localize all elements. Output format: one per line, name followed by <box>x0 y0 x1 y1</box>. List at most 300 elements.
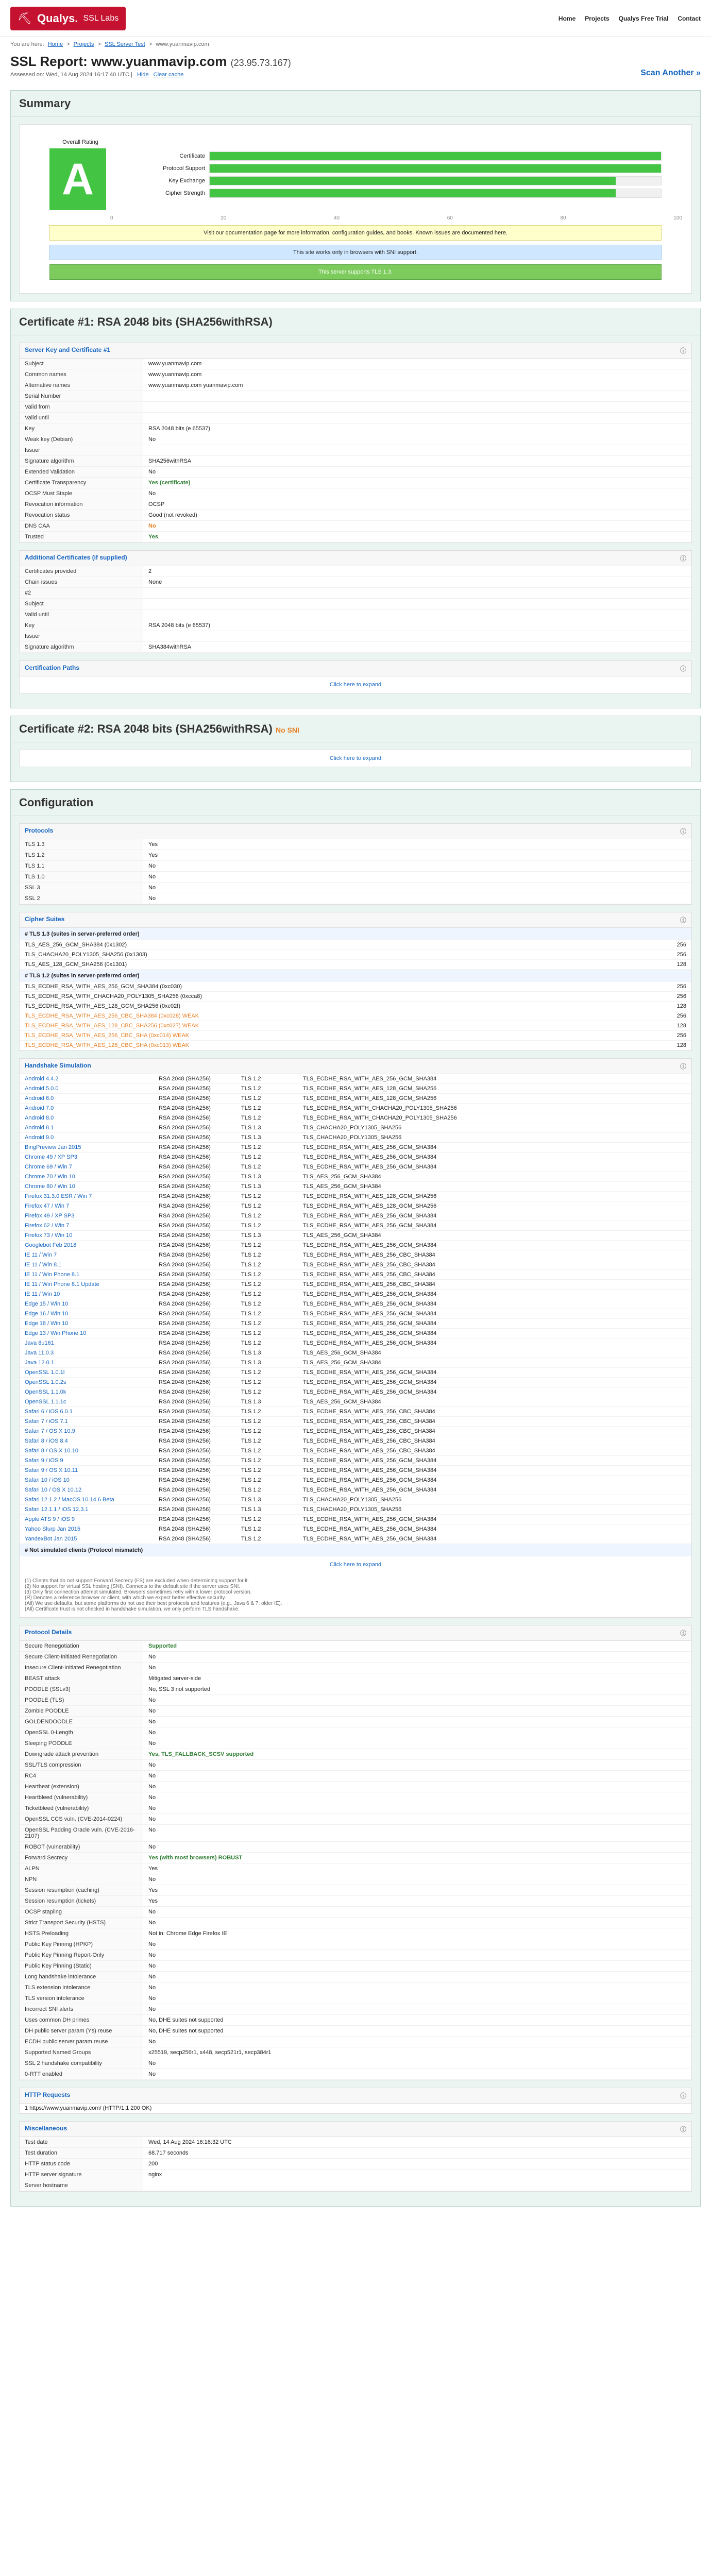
no-sni-badge: No SNI <box>276 726 299 734</box>
handshake-client[interactable]: OpenSSL 1.0.1l <box>25 1369 65 1376</box>
cipher-suites-box <box>19 912 692 1051</box>
handshake-client[interactable]: Android 4.4.2 <box>25 1076 59 1082</box>
certificate-2-title-text: Certificate #2: RSA 2048 bits (SHA256withRSA) <box>19 722 273 735</box>
protocol-detail-row <box>20 1950 691 1961</box>
handshake-suite: TLS_CHACHA20_POLY1305_SHA256 <box>303 1134 402 1141</box>
cert-row-value <box>143 402 691 413</box>
axis-tick: 80 <box>560 215 566 221</box>
handshake-protocol: TLS 1.2 <box>241 1448 261 1454</box>
additional-certs-box <box>19 550 692 653</box>
protocol-detail-row <box>20 1972 691 1982</box>
protocol-row-key: TLS 1.3 <box>20 839 143 850</box>
handshake-suite: TLS_ECDHE_RSA_WITH_AES_128_GCM_SHA256 <box>303 1086 437 1092</box>
protocol-row <box>20 883 691 893</box>
certificate-2-title <box>11 716 700 742</box>
handshake-client[interactable]: Edge 15 / Win 10 <box>25 1301 69 1307</box>
handshake-protocol: TLS 1.2 <box>241 1076 261 1082</box>
misc-row-value: 68.717 seconds <box>143 2148 691 2159</box>
protocol-detail-row <box>20 1695 691 1706</box>
handshake-client[interactable]: Safari 12.1.1 / iOS 12.3.1 <box>25 1506 89 1513</box>
handshake-key: RSA 2048 (SHA256) <box>159 1164 211 1170</box>
expand-not-simulated[interactable]: Click here to expand <box>329 1562 382 1568</box>
handshake-row <box>20 1495 691 1505</box>
cipher-suite-row <box>20 940 691 950</box>
misc-row-value: Wed, 14 Aug 2024 16:16:32 UTC <box>143 2137 691 2148</box>
cert-row-key: OCSP Must Staple <box>20 488 143 499</box>
handshake-row <box>20 1358 691 1368</box>
page-title <box>10 54 291 70</box>
handshake-box <box>19 1058 692 1618</box>
http-requests-box <box>19 2088 692 2114</box>
additional-certs-header[interactable] <box>20 551 691 566</box>
clear-cache-link[interactable]: Clear cache <box>153 72 184 78</box>
configuration-title: Configuration <box>11 790 700 816</box>
rating-bar-label: Protocol Support <box>163 165 205 172</box>
protocol-detail-row-key: Long handshake intolerance <box>20 1972 143 1982</box>
cipher-group-tls12[interactable]: # TLS 1.2 (suites in server-preferred order) <box>20 970 691 982</box>
rating-row <box>29 134 682 215</box>
handshake-suite: TLS_ECDHE_RSA_WITH_AES_256_GCM_SHA384 <box>303 1467 437 1473</box>
protocol-detail-row-key: SSL 2 handshake compatibility <box>20 2058 143 2069</box>
handshake-row <box>20 1329 691 1338</box>
handshake-client[interactable]: IE 11 / Win 7 <box>25 1252 57 1258</box>
protocol-detail-row <box>20 1749 691 1760</box>
handshake-client[interactable]: Firefox 73 / Win 10 <box>25 1232 73 1239</box>
handshake-client[interactable]: Android 6.0 <box>25 1095 54 1101</box>
protocol-detail-row-key: OpenSSL Padding Oracle vuln. (CVE-2016-2107) <box>20 1825 143 1842</box>
protocol-detail-row-value: Yes <box>143 1885 691 1896</box>
protocol-detail-row <box>20 1863 691 1874</box>
additional-cert-row <box>20 609 691 620</box>
protocol-detail-row <box>20 1803 691 1814</box>
handshake-protocol: TLS 1.3 <box>241 1350 261 1356</box>
handshake-row <box>20 1153 691 1162</box>
cipher-suite-row <box>20 1041 691 1050</box>
rating-bar-row <box>132 176 662 185</box>
handshake-key: RSA 2048 (SHA256) <box>159 1379 211 1385</box>
cert-row-key: Revocation status <box>20 510 143 521</box>
protocol-detail-row-value: No <box>143 1663 691 1673</box>
handshake-client[interactable]: Android 5.0.0 <box>25 1086 59 1092</box>
protocol-detail-row-key: 0-RTT enabled <box>20 2069 143 2080</box>
handshake-client[interactable]: OpenSSL 1.0.2s <box>25 1379 66 1385</box>
handshake-row <box>20 1084 691 1094</box>
protocol-detail-row-value: No <box>143 1782 691 1792</box>
misc-row-value: 200 <box>143 2159 691 2170</box>
handshake-client[interactable]: Safari 9 / OS X 10.11 <box>25 1467 78 1473</box>
protocol-detail-row-key: RC4 <box>20 1771 143 1782</box>
handshake-client[interactable]: IE 11 / Win 10 <box>25 1291 60 1297</box>
protocol-detail-row-value: No, DHE suites not supported <box>143 2026 691 2037</box>
cipher-list-tls13 <box>20 940 691 970</box>
handshake-client[interactable]: Yahoo Slurp Jan 2015 <box>25 1526 81 1532</box>
handshake-client[interactable]: YandexBot Jan 2015 <box>25 1536 77 1542</box>
protocol-detail-row-key: NPN <box>20 1874 143 1885</box>
axis-tick: 40 <box>333 215 340 221</box>
handshake-client[interactable]: IE 11 / Win Phone 8.1 <box>25 1272 80 1278</box>
breadcrumb-prefix: You are here: <box>10 41 44 47</box>
handshake-client[interactable]: Apple ATS 9 / iOS 9 <box>25 1516 75 1522</box>
server-key-box <box>19 343 692 543</box>
cert-row-value: No <box>143 434 691 445</box>
handshake-row <box>20 1123 691 1133</box>
protocols-table <box>20 839 691 904</box>
protocol-detail-row <box>20 2026 691 2037</box>
protocol-detail-row-value: No <box>143 1825 691 1842</box>
handshake-suite: TLS_ECDHE_RSA_WITH_AES_256_GCM_SHA384 <box>303 1223 437 1229</box>
cipher-suite-name: TLS_ECDHE_RSA_WITH_AES_128_CBC_SHA256 (0xc027) WEAK <box>25 1023 199 1029</box>
cert2-box <box>19 750 692 767</box>
breadcrumb-home[interactable]: Home <box>47 41 63 47</box>
protocol-detail-row-value: No <box>143 2037 691 2047</box>
cipher-suite-name: TLS_ECDHE_RSA_WITH_AES_256_GCM_SHA384 (0xc030) <box>25 984 182 990</box>
cert-row <box>20 467 691 478</box>
handshake-client[interactable]: Chrome 69 / Win 7 <box>25 1164 72 1170</box>
handshake-client[interactable]: Java 8u161 <box>25 1340 54 1346</box>
handshake-key: RSA 2048 (SHA256) <box>159 1095 211 1101</box>
report-title-text: SSL Report: www.yuanmavip.com <box>10 54 227 69</box>
server-key-header[interactable] <box>20 343 691 359</box>
handshake-protocol: TLS 1.2 <box>241 1193 261 1199</box>
protocol-detail-row-key: Public Key Pinning (HPKP) <box>20 1939 143 1950</box>
handshake-client[interactable]: BingPreview Jan 2015 <box>25 1144 81 1150</box>
cert-row-key: Key <box>20 423 143 434</box>
protocol-detail-row <box>20 1993 691 2004</box>
protocol-detail-row <box>20 1918 691 1928</box>
handshake-key: RSA 2048 (SHA256) <box>159 1477 211 1483</box>
handshake-row <box>20 1407 691 1417</box>
not-simulated-group[interactable]: # Not simulated clients (Protocol mismatch) <box>20 1544 691 1556</box>
handshake-protocol: TLS 1.3 <box>241 1399 261 1405</box>
cipher-suites-label: Cipher Suites <box>25 916 65 923</box>
handshake-client[interactable]: Java 12.0.1 <box>25 1360 54 1366</box>
cipher-suite-name: TLS_CHACHA20_POLY1305_SHA256 (0x1303) <box>25 952 147 958</box>
assessed-date: Assessed on: Wed, 14 Aug 2024 16:17:40 UTC | <box>10 72 132 78</box>
handshake-client[interactable]: Edge 16 / Win 10 <box>25 1311 69 1317</box>
misc-label: Miscellaneous <box>25 2125 67 2132</box>
protocol-detail-row-key: SSL/TLS compression <box>20 1760 143 1771</box>
protocol-detail-row <box>20 1928 691 1939</box>
handshake-key: RSA 2048 (SHA256) <box>159 1252 211 1258</box>
handshake-key: RSA 2048 (SHA256) <box>159 1144 211 1150</box>
handshake-key: RSA 2048 (SHA256) <box>159 1203 211 1209</box>
handshake-suite: TLS_ECDHE_RSA_WITH_AES_256_GCM_SHA384 <box>303 1477 437 1483</box>
handshake-key: RSA 2048 (SHA256) <box>159 1105 211 1111</box>
cert-row <box>20 445 691 456</box>
protocol-detail-row-value: Yes <box>143 1896 691 1907</box>
handshake-client[interactable]: Edge 13 / Win Phone 10 <box>25 1330 87 1336</box>
breadcrumb-ssl-test[interactable]: SSL Server Test <box>104 41 145 47</box>
handshake-protocol: TLS 1.2 <box>241 1272 261 1278</box>
handshake-protocol: TLS 1.2 <box>241 1487 261 1493</box>
handshake-row <box>20 1182 691 1192</box>
protocol-detail-row <box>20 2047 691 2058</box>
handshake-protocol: TLS 1.2 <box>241 1526 261 1532</box>
protocol-detail-row-value: No <box>143 1727 691 1738</box>
handshake-client[interactable]: Safari 10 / OS X 10.12 <box>25 1487 82 1493</box>
handshake-client[interactable]: IE 11 / Win 8.1 <box>25 1262 62 1268</box>
protocol-detail-row-value: No <box>143 1760 691 1771</box>
protocol-detail-row-key: HSTS Preloading <box>20 1928 143 1939</box>
additional-cert-row <box>20 599 691 609</box>
protocol-row-value: No <box>143 861 691 872</box>
scan-another-link[interactable]: Scan Another » <box>640 69 701 77</box>
rating-bar-row <box>132 164 662 173</box>
handshake-client[interactable]: OpenSSL 1.1.1c <box>25 1399 66 1405</box>
grade-badge: A <box>49 148 106 210</box>
handshake-key: RSA 2048 (SHA256) <box>159 1526 211 1532</box>
protocol-detail-row-key: BEAST attack <box>20 1673 143 1684</box>
http-requests-header[interactable] <box>20 2088 691 2104</box>
handshake-protocol: TLS 1.2 <box>241 1086 261 1092</box>
handshake-suite: TLS_ECDHE_RSA_WITH_AES_256_CBC_SHA384 <box>303 1272 435 1278</box>
protocol-detail-row-value: No <box>143 1771 691 1782</box>
protocol-row-key: TLS 1.2 <box>20 850 143 861</box>
cipher-suite-name: TLS_AES_128_GCM_SHA256 (0x1301) <box>25 961 127 968</box>
cipher-suite-name: TLS_ECDHE_RSA_WITH_AES_256_CBC_SHA (0xc014) WEAK <box>25 1032 190 1039</box>
handshake-client[interactable]: Safari 8 / OS X 10.10 <box>25 1448 78 1454</box>
server-key-label: Server Key and Certificate #1 <box>25 346 111 353</box>
protocol-row-value: No <box>143 872 691 883</box>
handshake-client[interactable]: Android 7.0 <box>25 1105 54 1111</box>
handshake-suite: TLS_ECDHE_RSA_WITH_AES_256_GCM_SHA384 <box>303 1330 437 1336</box>
protocol-row-key: SSL 3 <box>20 883 143 893</box>
handshake-suite: TLS_ECDHE_RSA_WITH_AES_256_GCM_SHA384 <box>303 1242 437 1248</box>
rating-bar-track <box>209 176 662 185</box>
cert-row-value: RSA 2048 bits (e 65537) <box>143 423 691 434</box>
handshake-client[interactable]: Safari 6 / iOS 6.0.1 <box>25 1409 73 1415</box>
handshake-client[interactable]: Safari 7 / iOS 7.1 <box>25 1418 68 1425</box>
protocol-detail-row-key: Zombie POODLE <box>20 1706 143 1717</box>
handshake-header[interactable] <box>20 1059 691 1074</box>
misc-row <box>20 2180 691 2191</box>
shield-icon: ⛏ <box>18 11 32 25</box>
handshake-key: RSA 2048 (SHA256) <box>159 1183 211 1190</box>
handshake-row <box>20 1211 691 1221</box>
rating-bar-label: Key Exchange <box>168 178 205 184</box>
cert-row <box>20 532 691 543</box>
misc-row-key: Test duration <box>20 2148 143 2159</box>
handshake-key: RSA 2048 (SHA256) <box>159 1134 211 1141</box>
qualys-logo[interactable] <box>10 7 126 30</box>
brand-name: Qualys. <box>37 11 78 25</box>
misc-row <box>20 2148 691 2159</box>
handshake-key: RSA 2048 (SHA256) <box>159 1438 211 1444</box>
handshake-row <box>20 1446 691 1456</box>
cipher-suites-header[interactable] <box>20 912 691 928</box>
protocol-detail-row-value: Yes, TLS_FALLBACK_SCSV supported <box>143 1749 691 1760</box>
protocol-row <box>20 861 691 872</box>
handshake-client[interactable]: Firefox 62 / Win 7 <box>25 1223 70 1229</box>
configuration-section <box>10 789 701 2207</box>
protocol-detail-row <box>20 1641 691 1652</box>
handshake-client[interactable]: Edge 18 / Win 10 <box>25 1320 69 1327</box>
protocol-detail-row-key: Ticketbleed (vulnerability) <box>20 1803 143 1814</box>
cipher-suite-name: TLS_ECDHE_RSA_WITH_AES_128_GCM_SHA256 (0xc02f) <box>25 1003 181 1009</box>
handshake-key: RSA 2048 (SHA256) <box>159 1458 211 1464</box>
handshake-key: RSA 2048 (SHA256) <box>159 1516 211 1522</box>
handshake-row <box>20 1505 691 1515</box>
nav-contact[interactable]: Contact <box>678 14 701 22</box>
handshake-suite: TLS_ECDHE_RSA_WITH_AES_128_GCM_SHA256 <box>303 1095 437 1101</box>
expand-cert-paths[interactable]: Click here to expand <box>329 682 382 688</box>
cipher-group-tls13[interactable]: # TLS 1.3 (suites in server-preferred order) <box>20 928 691 940</box>
cert-row-value: No <box>143 488 691 499</box>
protocol-detail-row-key: Session resumption (tickets) <box>20 1896 143 1907</box>
handshake-protocol: TLS 1.2 <box>241 1242 261 1248</box>
protocol-detail-row-key: OpenSSL 0-Length <box>20 1727 143 1738</box>
handshake-key: RSA 2048 (SHA256) <box>159 1301 211 1307</box>
handshake-protocol: TLS 1.3 <box>241 1360 261 1366</box>
handshake-client[interactable]: OpenSSL 1.1.0k <box>25 1389 66 1395</box>
handshake-protocol: TLS 1.2 <box>241 1144 261 1150</box>
cert-row-value: www.yuanmavip.com <box>143 359 691 369</box>
cert-row <box>20 369 691 380</box>
protocol-row-key: SSL 2 <box>20 893 143 904</box>
info-icon: ⓘ <box>680 1063 686 1070</box>
hide-link[interactable]: Hide <box>137 72 149 78</box>
handshake-row <box>20 1534 691 1544</box>
handshake-client[interactable]: Firefox 47 / Win 7 <box>25 1203 70 1209</box>
handshake-key: RSA 2048 (SHA256) <box>159 1154 211 1160</box>
handshake-list <box>20 1074 691 1544</box>
handshake-row <box>20 1436 691 1446</box>
handshake-row <box>20 1397 691 1407</box>
handshake-suite: TLS_ECDHE_RSA_WITH_AES_256_CBC_SHA384 <box>303 1409 435 1415</box>
handshake-suite: TLS_ECDHE_RSA_WITH_CHACHA20_POLY1305_SHA256 <box>303 1115 457 1121</box>
protocol-detail-row-value: No <box>143 1695 691 1706</box>
protocol-detail-row-value: No <box>143 1792 691 1803</box>
handshake-client[interactable]: Firefox 49 / XP SP3 <box>25 1213 75 1219</box>
protocol-detail-row-value: No <box>143 1939 691 1950</box>
protocol-row-value: Yes <box>143 850 691 861</box>
cert-row-key: Alternative names <box>20 380 143 391</box>
protocol-detail-row-value: No <box>143 1874 691 1885</box>
handshake-client[interactable]: IE 11 / Win Phone 8.1 Update <box>25 1281 99 1287</box>
rating-bar-label: Cipher Strength <box>165 190 205 196</box>
cert-row <box>20 499 691 510</box>
protocol-detail-row-key: Incorrect SNI alerts <box>20 2004 143 2015</box>
info-icon: ⓘ <box>680 828 686 835</box>
protocol-detail-row-value: No, DHE suites not supported <box>143 2015 691 2026</box>
rating-bar-track <box>209 164 662 173</box>
protocol-detail-row-value: No <box>143 1993 691 2004</box>
handshake-client[interactable]: Googlebot Feb 2018 <box>25 1242 77 1248</box>
handshake-protocol: TLS 1.3 <box>241 1232 261 1239</box>
handshake-client[interactable]: Firefox 31.3.0 ESR / Win 7 <box>25 1193 92 1199</box>
expand-cert2[interactable]: Click here to expand <box>329 755 382 761</box>
protocol-detail-row-value: No <box>143 1907 691 1918</box>
cert-row <box>20 478 691 488</box>
protocol-detail-row <box>20 1896 691 1907</box>
additional-cert-row <box>20 642 691 653</box>
report-title-block <box>10 54 291 78</box>
rating-bar-fill <box>210 152 661 160</box>
handshake-protocol: TLS 1.2 <box>241 1467 261 1473</box>
cert-paths-header[interactable] <box>20 661 691 676</box>
handshake-suite: TLS_ECDHE_RSA_WITH_AES_256_CBC_SHA384 <box>303 1252 435 1258</box>
handshake-row <box>20 1338 691 1348</box>
protocol-detail-row-value: No <box>143 1918 691 1928</box>
protocol-detail-row-key: Forward Secrecy <box>20 1853 143 1863</box>
cert-row <box>20 423 691 434</box>
handshake-client[interactable]: Safari 9 / iOS 9 <box>25 1458 63 1464</box>
handshake-key: RSA 2048 (SHA256) <box>159 1418 211 1425</box>
cipher-suite-name: TLS_AES_256_GCM_SHA384 (0x1302) <box>25 942 127 948</box>
misc-header[interactable] <box>20 2122 691 2137</box>
cert-row-value: SHA256withRSA <box>143 456 691 467</box>
protocol-row-value: No <box>143 883 691 893</box>
handshake-client[interactable]: Safari 8 / iOS 8.4 <box>25 1438 68 1444</box>
handshake-client[interactable]: Android 9.0 <box>25 1134 54 1141</box>
handshake-key: RSA 2048 (SHA256) <box>159 1311 211 1317</box>
nav-projects[interactable]: Projects <box>585 14 610 22</box>
handshake-key: RSA 2048 (SHA256) <box>159 1448 211 1454</box>
protocol-detail-row-value: Yes (with most browsers) ROBUST <box>143 1853 691 1863</box>
handshake-protocol: TLS 1.2 <box>241 1203 261 1209</box>
protocol-detail-row <box>20 1792 691 1803</box>
handshake-client[interactable]: Chrome 70 / Win 10 <box>25 1174 75 1180</box>
protocol-detail-row <box>20 2058 691 2069</box>
handshake-protocol: TLS 1.3 <box>241 1506 261 1513</box>
protocol-details-label: Protocol Details <box>25 1629 72 1636</box>
handshake-row <box>20 1476 691 1485</box>
handshake-suite: TLS_AES_256_GCM_SHA384 <box>303 1232 381 1239</box>
handshake-protocol: TLS 1.2 <box>241 1536 261 1542</box>
handshake-suite: TLS_ECDHE_RSA_WITH_AES_256_GCM_SHA384 <box>303 1340 437 1346</box>
cipher-suite-bits: 256 <box>676 952 686 958</box>
handshake-protocol: TLS 1.2 <box>241 1340 261 1346</box>
handshake-client[interactable]: Chrome 49 / XP SP3 <box>25 1154 77 1160</box>
handshake-client[interactable]: Android 8.1 <box>25 1125 54 1131</box>
handshake-client[interactable]: Chrome 80 / Win 10 <box>25 1183 75 1190</box>
cipher-suite-row <box>20 1021 691 1031</box>
handshake-client[interactable]: Safari 10 / iOS 10 <box>25 1477 70 1483</box>
protocol-detail-row <box>20 1738 691 1749</box>
nav-home[interactable]: Home <box>558 14 576 22</box>
info-icon: ⓘ <box>680 2092 686 2099</box>
protocol-detail-row-key: Downgrade attack prevention <box>20 1749 143 1760</box>
protocol-detail-row-key: Sleeping POODLE <box>20 1738 143 1749</box>
cipher-list-tls12 <box>20 982 691 1050</box>
handshake-row <box>20 1348 691 1358</box>
additional-cert-row-key: Certificates provided <box>20 566 143 577</box>
nav-free-trial[interactable]: Qualys Free Trial <box>618 14 669 22</box>
breadcrumb <box>0 37 711 52</box>
info-icon: ⓘ <box>680 347 686 354</box>
cert-row-value: No <box>143 467 691 478</box>
handshake-row <box>20 1387 691 1397</box>
http-request-row[interactable] <box>20 2104 691 2113</box>
cert-row-value <box>143 391 691 402</box>
cipher-suite-bits: 256 <box>676 1032 686 1039</box>
protocols-box <box>19 823 692 905</box>
handshake-client[interactable]: Safari 7 / OS X 10.9 <box>25 1428 75 1434</box>
handshake-client[interactable]: Safari 12.1.2 / MacOS 10.14.6 Beta <box>25 1497 114 1503</box>
handshake-client[interactable]: Android 8.0 <box>25 1115 54 1121</box>
handshake-key: RSA 2048 (SHA256) <box>159 1330 211 1336</box>
protocols-header[interactable] <box>20 824 691 839</box>
handshake-protocol: TLS 1.2 <box>241 1428 261 1434</box>
handshake-suite: TLS_AES_256_GCM_SHA384 <box>303 1183 381 1190</box>
rating-bar-track <box>209 189 662 198</box>
protocol-details-header[interactable] <box>20 1625 691 1641</box>
breadcrumb-projects[interactable]: Projects <box>73 41 94 47</box>
handshake-row <box>20 1290 691 1299</box>
handshake-client[interactable]: Java 11.0.3 <box>25 1350 54 1356</box>
cert-row-value: www.yuanmavip.com yuanmavip.com <box>143 380 691 391</box>
handshake-protocol: TLS 1.2 <box>241 1301 261 1307</box>
